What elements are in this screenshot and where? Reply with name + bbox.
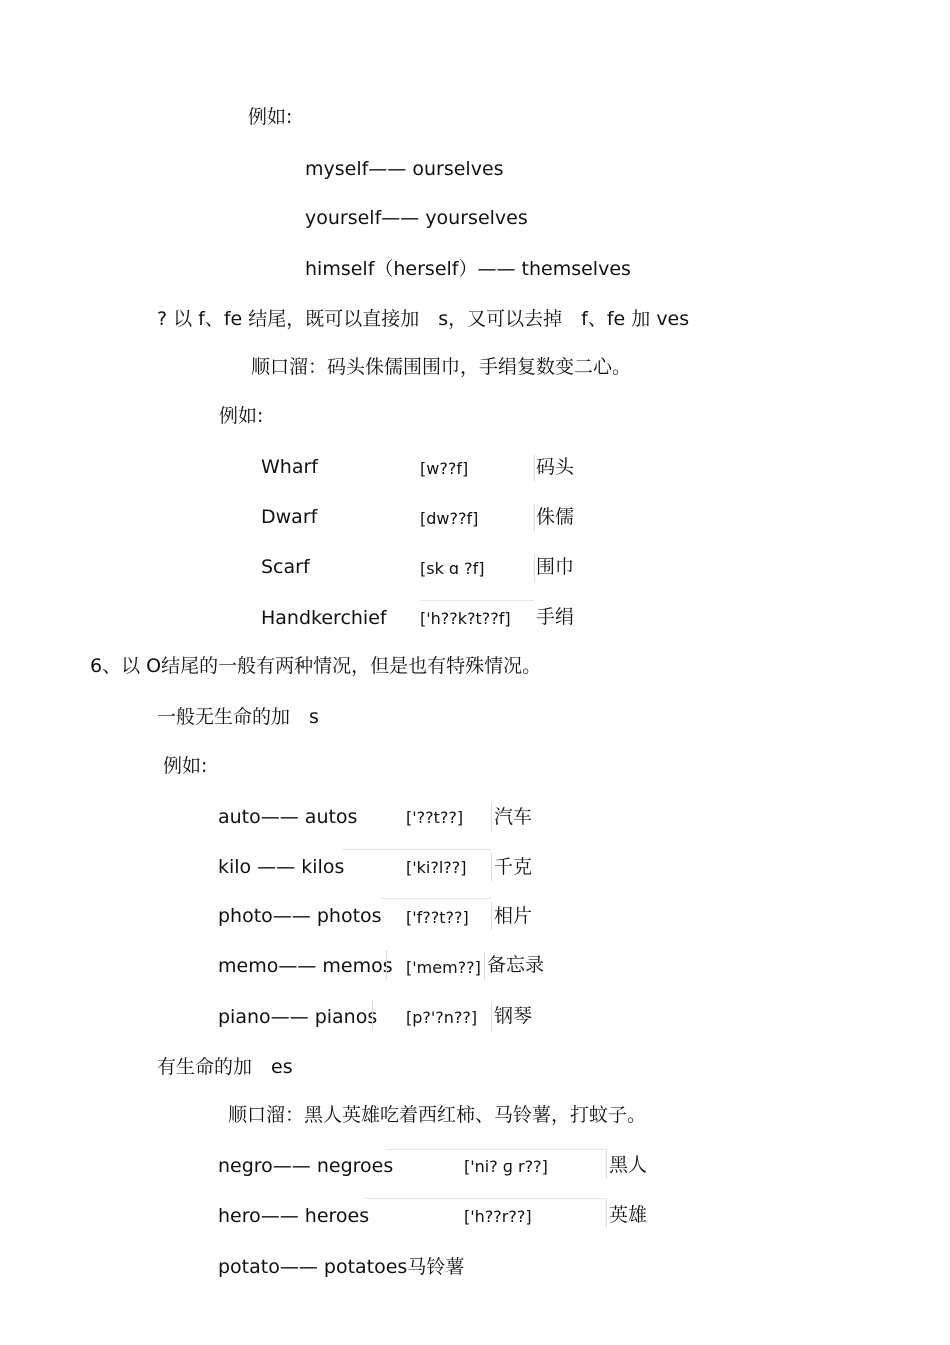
meaning-cell: 备忘录 [487, 954, 545, 976]
subheading-inanimate: 一般无生命的加 s [157, 706, 319, 728]
example-label: 例如: [219, 405, 264, 427]
phonetic-cell: ['mem??] [406, 958, 481, 977]
table-divider [342, 849, 491, 850]
example-label: 例如: [163, 755, 208, 777]
word-cell: auto—— autos [218, 806, 358, 828]
meaning-cell: 侏儒 [536, 506, 575, 528]
table-divider [491, 1003, 492, 1031]
table-divider [491, 803, 492, 831]
meaning-cell: 英雄 [609, 1204, 648, 1226]
rule-f-fe: ? 以 f、fe 结尾，既可以直接加 s，又可以去掉 f、fe 加 ves [157, 308, 690, 330]
word-cell: memo—— memos [218, 955, 393, 977]
meaning-cell: 黑人 [609, 1154, 648, 1176]
word-cell: hero—— heroes [218, 1205, 370, 1227]
table-divider [534, 504, 535, 532]
phonetic-cell: [p?'?n??] [406, 1008, 478, 1027]
phonetic-cell: ['ki?l??] [406, 858, 467, 877]
meaning-cell: 围巾 [536, 556, 575, 578]
word-cell: negro—— negroes [218, 1155, 394, 1177]
table-divider [372, 1000, 373, 1030]
table-divider [606, 1149, 607, 1179]
table-divider [491, 902, 492, 930]
word-cell: Dwarf [261, 506, 318, 528]
rule-o: 6、以 O结尾的一般有两种情况，但是也有特殊情况。 [90, 655, 542, 677]
meaning-cell: 汽车 [494, 806, 533, 828]
table-divider [380, 898, 491, 899]
phonetic-cell: ['ni? ɡ r??] [464, 1157, 548, 1176]
phonetic-cell: [sk ɑ ?f] [420, 559, 485, 578]
phonetic-cell: ['h??r??] [464, 1207, 532, 1226]
phonetic-cell: ['h??k?t??f] [420, 609, 511, 628]
word-cell: photo—— photos [218, 905, 382, 927]
meaning-cell: 钢琴 [494, 1005, 533, 1027]
phonetic-cell: [w??f] [420, 459, 469, 478]
subheading-animate: 有生命的加 es [157, 1056, 293, 1078]
word-cell: piano—— pianos [218, 1006, 378, 1028]
word-line: potato—— potatoes马铃薯 [218, 1256, 465, 1278]
table-divider [420, 600, 534, 601]
reflexive-example: himself（herself）—— themselves [305, 258, 631, 280]
table-divider [484, 952, 485, 980]
word-cell: Scarf [261, 556, 310, 578]
reflexive-example: yourself—— yourselves [305, 207, 528, 229]
example-label: 例如: [248, 106, 293, 128]
phonetic-cell: [dw??f] [420, 509, 479, 528]
word-cell: Handkerchief [261, 607, 387, 629]
meaning-cell: 相片 [494, 905, 533, 927]
table-divider [365, 1198, 606, 1199]
meaning-cell: 手绢 [536, 606, 575, 628]
word-cell: Wharf [261, 456, 318, 478]
table-divider [386, 950, 387, 980]
meaning-cell: 码头 [536, 456, 575, 478]
meaning-cell: 千克 [494, 856, 533, 878]
rhyme-text: 顺口溜：码头侏儒围围巾，手绢复数变二心。 [251, 356, 632, 378]
table-divider [534, 454, 535, 482]
table-divider [491, 853, 492, 881]
table-divider [534, 554, 535, 582]
phonetic-cell: ['??t??] [406, 808, 464, 827]
word-cell: kilo —— kilos [218, 856, 345, 878]
rhyme-text: 顺口溜：黑人英雄吃着西红柿、马铃薯，打蚊子。 [228, 1104, 647, 1126]
reflexive-example: myself—— ourselves [305, 158, 504, 180]
table-divider [386, 1149, 606, 1150]
phonetic-cell: ['f??t??] [406, 908, 469, 927]
table-divider [606, 1198, 607, 1228]
